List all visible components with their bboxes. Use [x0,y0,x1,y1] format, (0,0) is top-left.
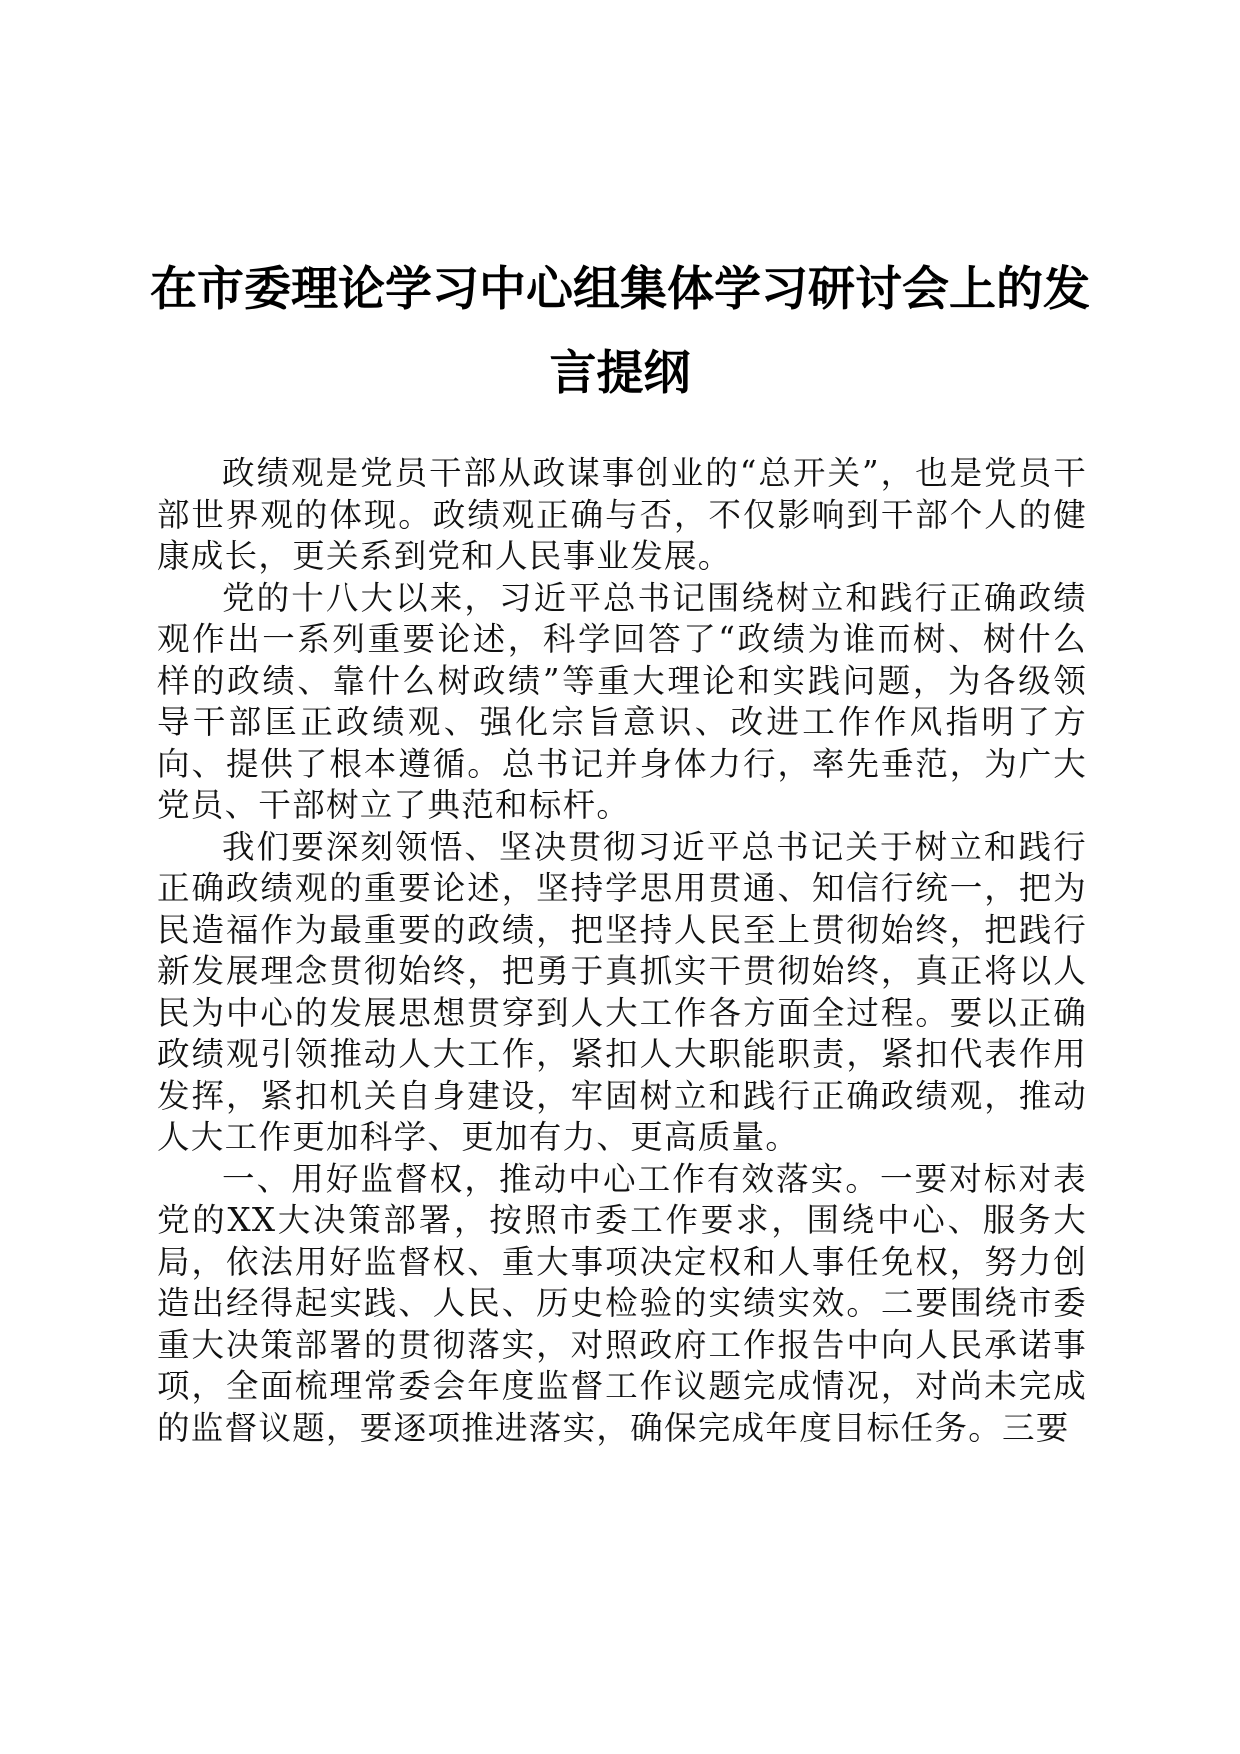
paragraph-intro: 政绩观是党员干部从政谋事创业的“总开关”，也是党员干部世界观的体现。政绩观正确与否，不仅影响到干部个人的健康成长，更关系到党和人民事业发展。 [157,454,1087,575]
paragraph-section-one: 一、用好监督权，推动中心工作有效落实。一要对标对表党的XX大决策部署，按照市委工作要求，围绕中心、服务大局，依法用好监督权、重大事项决定权和人事任免权，努力创造出经得起实践、人民、历史检验的实绩实效。二要围绕市委重大决策部署的贯彻落实，对照政府工作报告中向人民承诺事项，全面梳理常委会年度监督工作议题完成情况，对尚未完成的监督议题，要逐项推进落实，确保完成年度目标任务。三要 [157,1159,1087,1447]
paragraph-background: 党的十八大以来，习近平总书记围绕树立和践行正确政绩观作出一系列重要论述，科学回答了“政绩为谁而树、树什么样的政绩、靠什么树政绩”等重大理论和实践问题，为各级领导干部匡正政绩观、强化宗旨意识、改进工作作风指明了方向、提供了根本遵循。总书记并身体力行，率先垂范，为广大党员、干部树立了典范和标杆。 [157,578,1087,824]
paragraph-requirements: 我们要深刻领悟、坚决贯彻习近平总书记关于树立和践行正确政绩观的重要论述，坚持学思用贯通、知信行统一，把为民造福作为最重要的政绩，把坚持人民至上贯彻始终，把践行新发展理念贯彻始终，把勇于真抓实干贯彻始终，真正将以人民为中心的发展思想贯穿到人大工作各方面全过程。要以正确政绩观引领推动人大工作，紧扣人大职能职责，紧扣代表作用发挥，紧扣机关自身建设，牢固树立和践行正确政绩观，推动人大工作更加科学、更加有力、更高质量。 [157,827,1087,1156]
document-body [157,453,1087,1449]
document-title: 在市委理论学习中心组集体学习研讨会上的发言提纲 [150,262,1090,401]
